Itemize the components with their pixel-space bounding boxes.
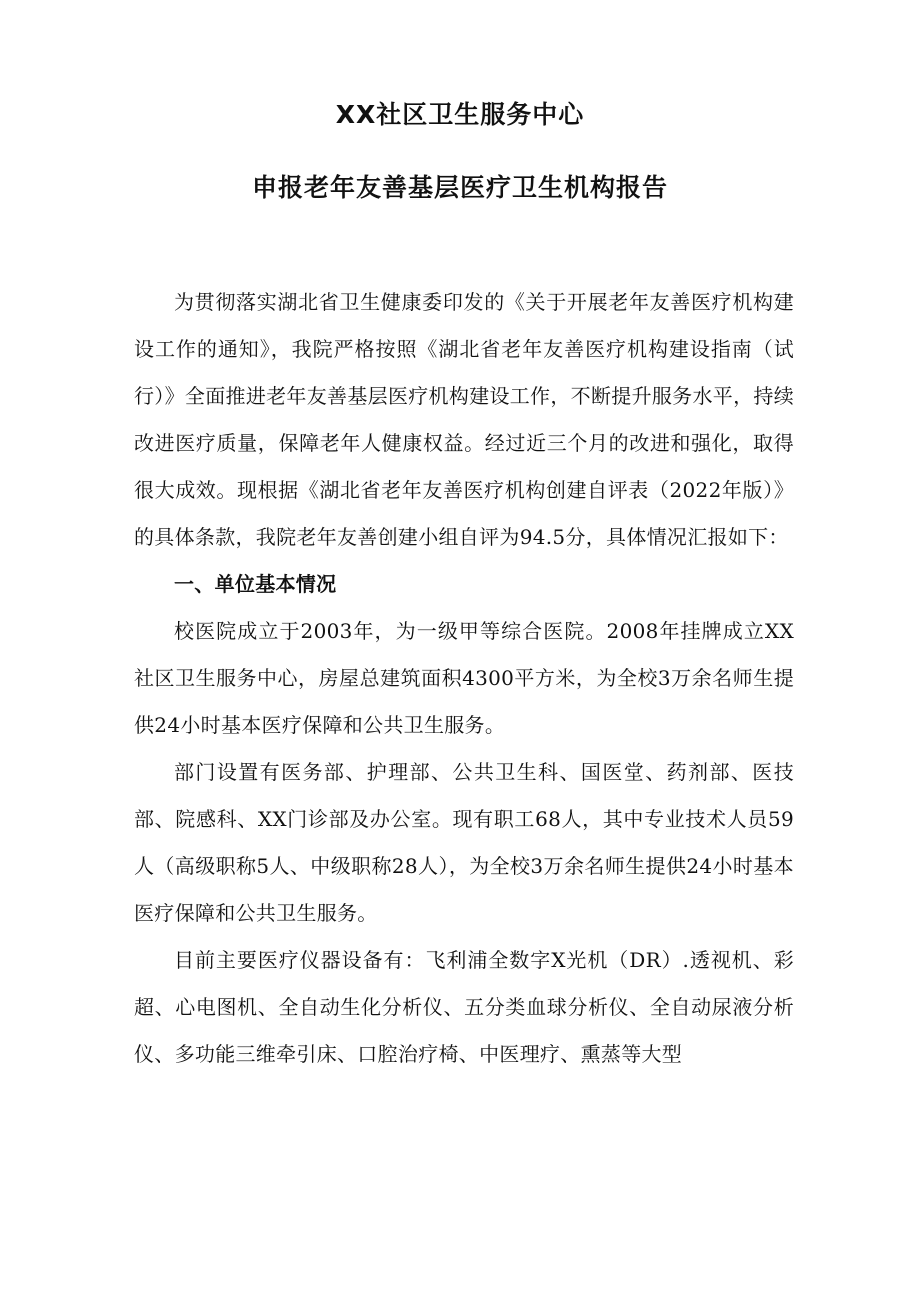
intro-paragraph: 为贯彻落实湖北省卫生健康委印发的《关于开展老年友善医疗机构建设工作的通知》，我院严格按照《湖北省老年友善医疗机构建设指南（试行）》全面推进老年友善基层医疗机构建设工作，不断提升服务水平，持续改进医疗质量，保障老年人健康权益。经过近三个月的改进和强化，取得很大成效。现根据《湖北省老年友善医疗机构创建自评表（2022年版）》的具体条款，我院老年友善创建小组自评为94.5分，具体情况汇报如下： [134, 290, 794, 549]
document-title-line2: 申报老年友善基层医疗卫生机构报告 [251, 173, 668, 202]
basic-info-paragraph: 校医院成立于2003年，为一级甲等综合医院。2008年挂牌成立XX社区卫生服务中心，房屋总建筑面积4300平方米，为全校3万余名师生提供24小时基本医疗保障和公共卫生服务。 [134, 619, 794, 737]
section-heading-basic-info: 一、单位基本情况 [174, 572, 337, 596]
equipment-paragraph: 目前主要医疗仪器设备有：飞利浦全数字X光机（DR）.透视机、彩超、心电图机、全自动生化分析仪、五分类血球分析仪、全自动尿液分析仪、多功能三维牵引床、口腔治疗椅、中医理疗、熏蒸等大型 [134, 948, 794, 1066]
document-title-line1: XX社区卫生服务中心 [335, 100, 585, 129]
document-body [134, 279, 794, 1078]
departments-paragraph: 部门设置有医务部、护理部、公共卫生科、国医堂、药剂部、医技部、院感科、XX门诊部及办公室。现有职工68人，其中专业技术人员59人（高级职称5人、中级职称28人），为全校3万余名师生提供24小时基本医疗保障和公共卫生服务。 [134, 760, 794, 925]
